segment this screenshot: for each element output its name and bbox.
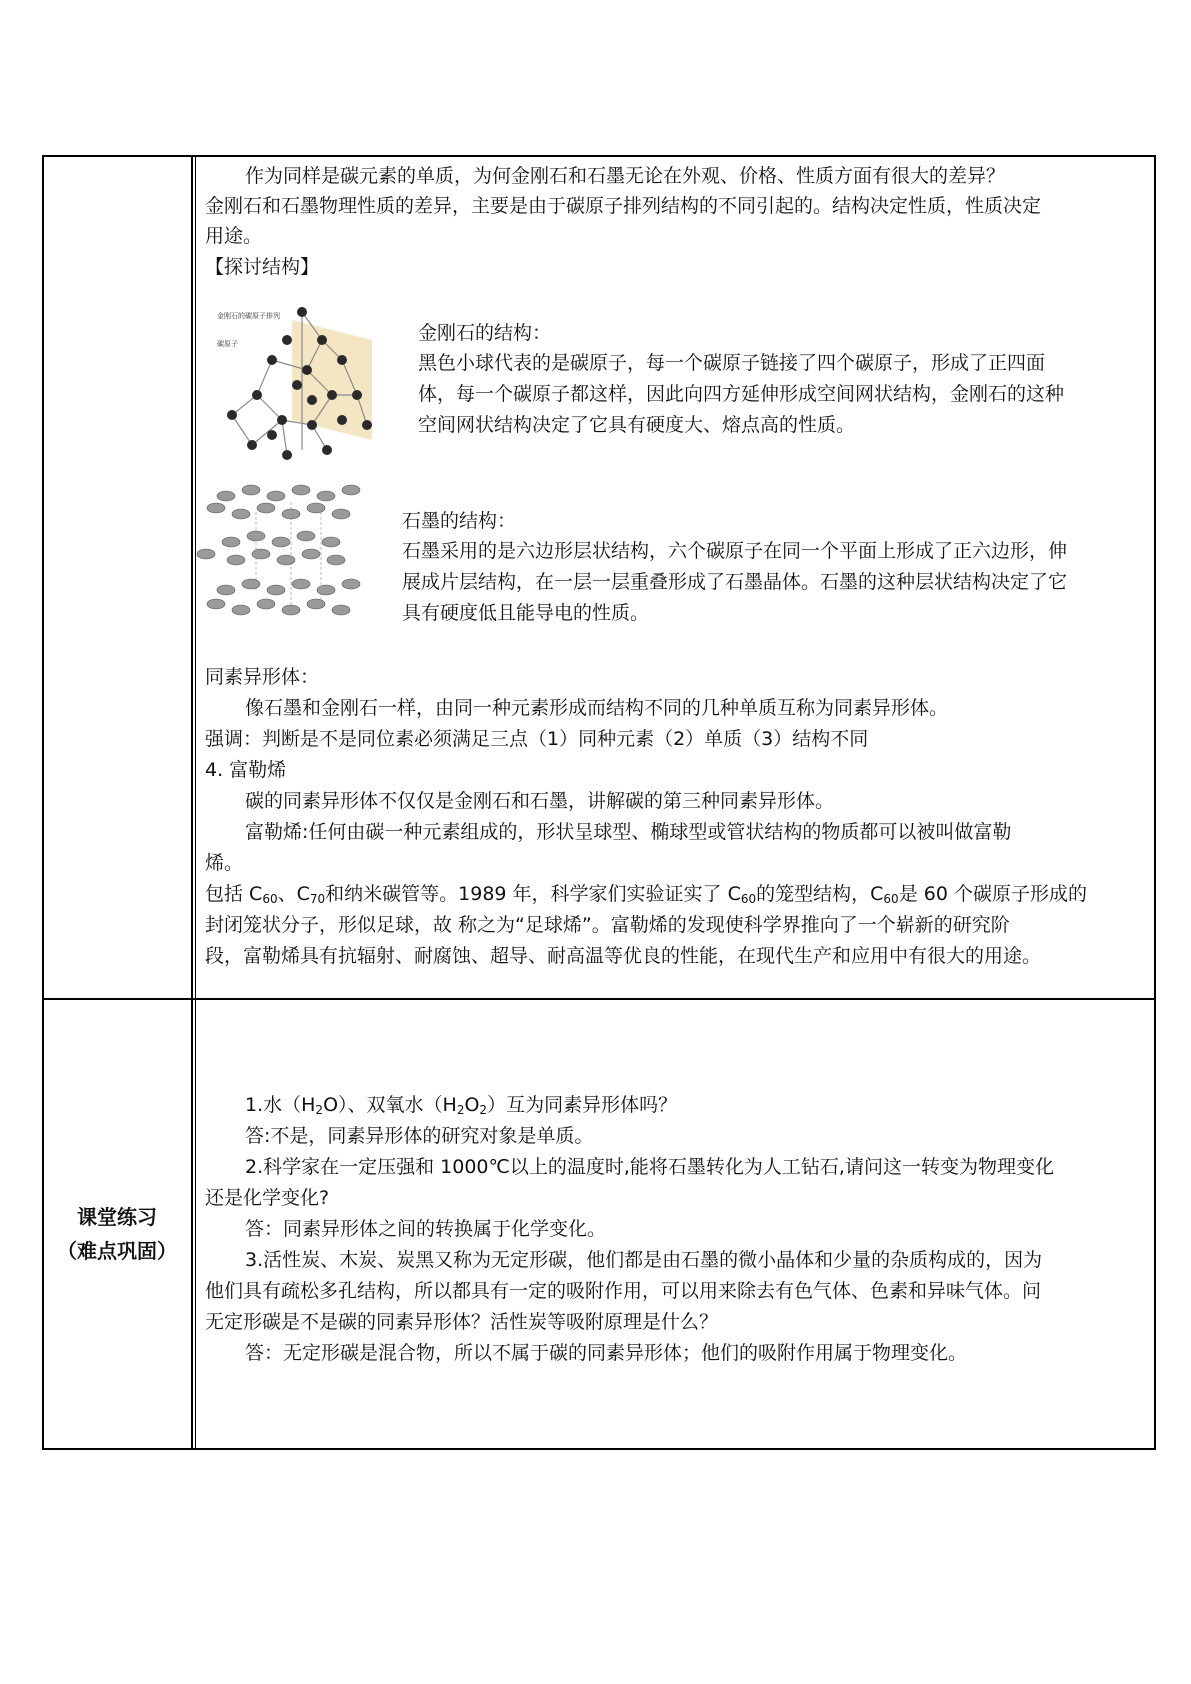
fullerene-definition-line2: 烯。 <box>205 852 244 874</box>
question-paragraph: 作为同样是碳元素的单质，为何金刚石和石墨无论在外观、价格、性质方面有很大的差异？ <box>245 165 1006 187</box>
exercise-a2: 答：同素异形体之间的转换属于化学变化。 <box>245 1218 607 1240</box>
exercise-q3-line1: 3.活性炭、木炭、炭黑又称为无定形碳，他们都是由石墨的微小晶体和少量的杂质构成的，因为 <box>245 1249 1043 1271</box>
fullerene-heading: 4. 富勒烯 <box>205 759 287 781</box>
row2-label-line1: 课堂练习 <box>77 1205 157 1229</box>
graphite-structure-line1: 石墨采用的是六边形层状结构，六个碳原子在同一个平面上形成了正六边形，伸 <box>402 540 1068 562</box>
exercise-q2-line1: 2.科学家在一定压强和 1000℃以上的温度时,能将石墨转化为人工钻石,请问这一转变为物理变化 <box>245 1156 1054 1178</box>
diamond-structure-line2: 体，每一个碳原子都这样，因此向四方延伸形成空间网状结构，金刚石的这种 <box>418 383 1065 405</box>
diamond-structure-line1: 黑色小球代表的是碳原子，每一个碳原子链接了四个碳原子，形成了正四面 <box>418 352 1046 374</box>
emphasis-note: 强调：判断是不是同位素必须满足三点（1）同种元素（2）单质（3）结构不同 <box>205 728 869 750</box>
fullerene-definition-line1: 富勒烯:任何由碳一种元素组成的，形状呈球型、椭球型或管状结构的物质都可以被叫做富勒 <box>245 821 1012 843</box>
answer-paragraph-line2: 用途。 <box>205 225 263 247</box>
exercise-q1: 1.水$(H_2O)$、双氧水$(H_2O_2)$互为同素异形体吗？ <box>245 1094 678 1117</box>
table-right-border <box>1154 155 1156 1450</box>
table-row-divider <box>42 998 1156 1000</box>
exercise-q2-line2: 还是化学变化? <box>205 1187 330 1209</box>
table-column-divider-inner <box>195 155 196 1450</box>
table-top-border <box>42 155 1156 157</box>
answer-paragraph-line1: 金刚石和石墨物理性质的差异，主要是由于碳原子排列结构的不同引起的。结构决定性质，性质决定 <box>205 195 1042 217</box>
graphite-structure-title: 石墨的结构： <box>402 510 517 532</box>
table-column-divider <box>191 155 193 1450</box>
allotrope-title: 同素异形体： <box>205 666 320 688</box>
row2-label-line2: （难点巩固） <box>57 1239 177 1263</box>
graphite-structure-figure <box>196 482 376 632</box>
row2-label <box>44 1200 190 1268</box>
graphite-structure-line2: 展成片层结构，在一层一层重叠形成了石墨晶体。石墨的这种层状结构决定了它 <box>402 571 1068 593</box>
diamond-structure-line3: 空间网状结构决定了它具有硬度大、熔点高的性质。 <box>418 414 856 436</box>
exercise-a1: 答:不是，同素异形体的研究对象是单质。 <box>245 1125 594 1147</box>
diamond-structure-title: 金刚石的结构： <box>418 322 552 344</box>
fullerene-detail-line2: 封闭笼状分子，形似足球，故 称之为“足球烯”。富勒烯的发现使科学界推向了一个崭新的研究阶 <box>205 914 1010 936</box>
table-bottom-border <box>42 1448 1156 1450</box>
fullerene-detail-line3: 段，富勒烯具有抗辐射、耐腐蚀、超导、耐高温等优良的性能，在现代生产和应用中有很大的用途。 <box>205 945 1042 967</box>
exercise-a3: 答：无定形碳是混合物，所以不属于碳的同素异形体；他们的吸附作用属于物理变化。 <box>245 1342 968 1364</box>
fullerene-intro: 碳的同素异形体不仅仅是金刚石和石墨，讲解碳的第三种同素异形体。 <box>245 790 835 812</box>
allotrope-definition: 像石墨和金刚石一样，由同一种元素形成而结构不同的几种单质互称为同素异形体。 <box>245 697 949 719</box>
explore-heading: 【探讨结构】 <box>205 256 320 278</box>
svg-text:金刚石的碳原子排列: 金刚石的碳原子排列 <box>217 312 280 320</box>
fullerene-detail-line1: 包括 $C_{60}$、$C_{70}$和纳米碳管等。1989 年，科学家们实验证实了 $C_{60}$的笼型结构，$C_{60}$是 60 个碳原子形成的 <box>205 883 1087 906</box>
svg-text:碳原子: 碳原子 <box>217 340 238 348</box>
exercise-q3-line3: 无定形碳是不是碳的同素异形体？活性炭等吸附原理是什么？ <box>205 1311 719 1333</box>
diamond-structure-figure <box>212 300 382 470</box>
graphite-structure-line3: 具有硬度低且能导电的性质。 <box>402 602 650 624</box>
exercise-q3-line2: 他们具有疏松多孔结构，所以都具有一定的吸附作用，可以用来除去有色气体、色素和异味气体。问 <box>205 1280 1042 1302</box>
